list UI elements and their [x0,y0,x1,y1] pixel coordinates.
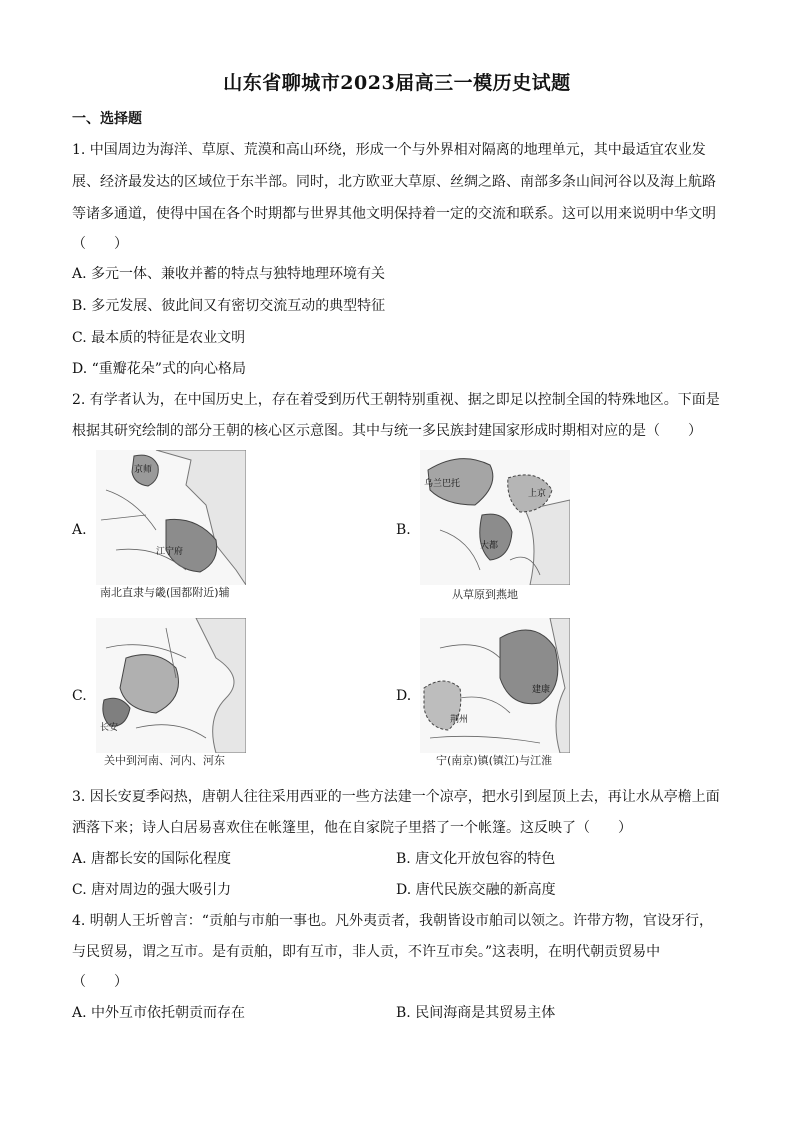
q1-option-a[interactable]: A. 多元一体、兼收并蓄的特点与独特地理环境有关 [72,266,386,282]
q4-answer-blank: （ ） [72,974,128,990]
q4-option-a[interactable]: A. 中外互市依托朝贡而存在 [72,1005,246,1021]
map-c-caption: 关中到河南、河内、河东 [104,754,225,767]
map-c-image [96,618,246,753]
section-heading: 一、选择题 [72,111,142,127]
q3-line: 洒落下来；诗人白居易喜欢住在帐篷里，他在自家院子里搭了一个帐篷。这反映了（ ） [72,820,632,836]
q3-option-b[interactable]: B. 唐文化开放包容的特色 [396,851,556,867]
map-b-label-dadu: 大都 [480,541,499,551]
q1-line: 展、经济最发达的区域位于东半部。同时，北方欧亚大草原、丝绸之路、南部多条山间河谷以及海上航路 [72,174,716,190]
map-a-image [96,450,246,585]
map-c-letter[interactable]: C. [72,688,87,704]
q1-option-c[interactable]: C. 最本质的特征是农业文明 [72,330,246,346]
q2-line: 2. 有学者认为，在中国历史上，存在着受到历代王朝特别重视、据之即足以控制全国的特殊地区。下面是 [72,392,720,408]
map-b-label-ulaanbaatar: 乌兰巴托 [424,479,461,489]
map-d-label-jiankang: 建康 [532,685,551,695]
map-d-label-jingzhou: 荆州 [450,715,469,725]
q1-line: 1. 中国周边为海洋、草原、荒漠和高山环绕，形成一个与外界相对隔离的地理单元，其中最适宜农业发 [72,142,706,158]
map-d-letter[interactable]: D. [396,688,412,704]
map-b-image [420,450,570,585]
q4-line: 4. 明朝人王圻曾言：“贡舶与市舶一事也。凡外夷贡者，我朝皆设市舶司以领之。许带方物，官设牙行， [72,913,713,929]
q1-line: 等诸多通道，使得中国在各个时期都与世界其他文明保持着一定的交流和联系。这可以用来说明中华文明 [72,206,716,222]
map-c-label-changan: 长安 [100,723,119,733]
q1-answer-blank: （ ） [72,236,128,252]
q4-line: 与民贸易，谓之互市。是有贡舶，即有互市，非人贡，不许互市矣。”这表明，在明代朝贡贸易中 [72,944,661,960]
map-a-letter[interactable]: A. [72,522,87,538]
q1-option-b[interactable]: B. 多元发展、彼此间又有密切交流互动的典型特征 [72,298,386,314]
q2-line: 根据其研究绘制的部分王朝的核心区示意图。其中与统一多民族封建国家形成时期相对应的是（ ） [72,423,702,439]
map-a-label-jiangning: 江宁府 [156,547,184,557]
q4-option-b[interactable]: B. 民间海商是其贸易主体 [396,1005,556,1021]
map-d-caption: 宁(南京)镇(镇江)与江淮 [436,754,553,767]
map-a-caption: 南北直隶与畿(国都附近)辅 [100,586,230,599]
q1-option-d[interactable]: D. “重瓣花朵”式的向心格局 [72,361,246,377]
q3-option-a[interactable]: A. 唐都长安的国际化程度 [72,851,232,867]
q3-option-c[interactable]: C. 唐对周边的强大吸引力 [72,882,232,898]
page-title: 山东省聊城市2023届高三一模历史试题 [223,72,571,94]
map-b-label-shangjing: 上京 [528,489,547,499]
q3-option-d[interactable]: D. 唐代民族交融的新高度 [396,882,556,898]
map-d-image [420,618,570,753]
map-b-letter[interactable]: B. [396,522,411,538]
map-b-caption: 从草原到燕地 [452,588,518,601]
map-a-label-capital: 京师 [134,465,153,475]
q3-line: 3. 因长安夏季闷热，唐朝人往往采用西亚的一些方法建一个凉亭，把水引到屋顶上去，再让水从亭檐上面 [72,789,720,805]
